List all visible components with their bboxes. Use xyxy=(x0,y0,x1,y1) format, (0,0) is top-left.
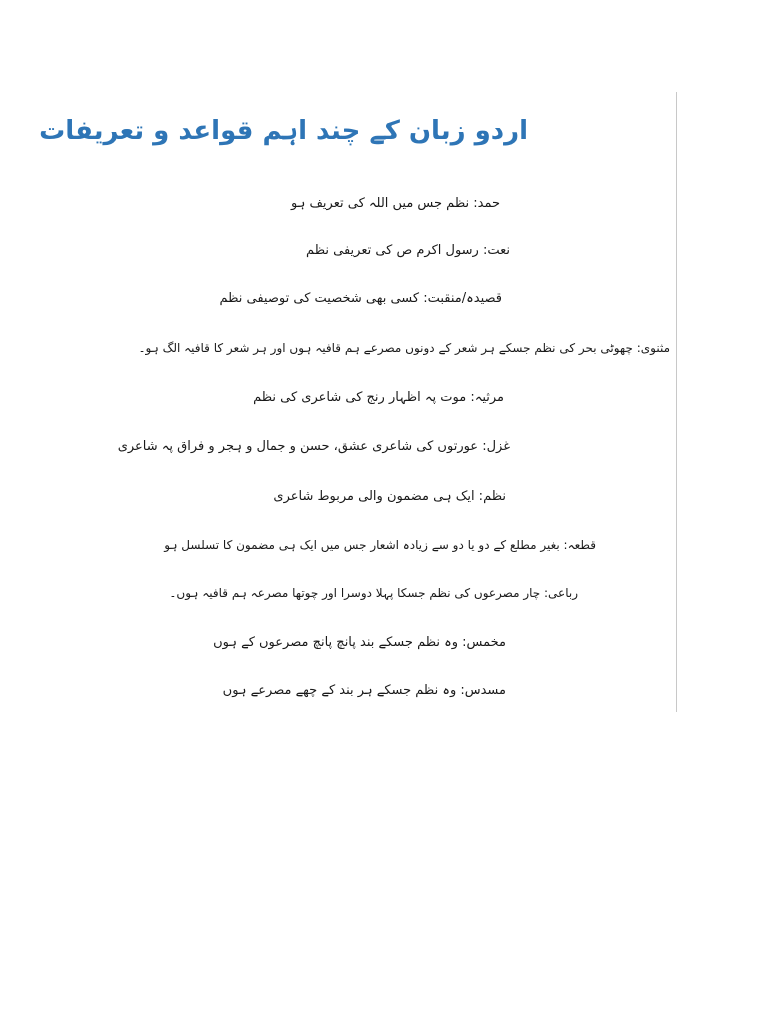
definition-masnavi: مثنوی: چھوٹی بحر کی نظم جسکے ہر شعر کے دونوں مصرعے ہم قافیہ ہوں اور ہر شعر کا قافیہ الگ ہو۔ xyxy=(138,341,670,355)
definition-nazm: نظم: ایک ہی مضمون والی مربوط شاعری xyxy=(273,489,506,504)
definition-mukhammas: مخمس: وہ نظم جسکے بند پانچ پانچ مصرعوں کے ہوں xyxy=(213,635,506,650)
page-border-line xyxy=(676,92,677,712)
definition-ghazal: غزل: عورتوں کی شاعری عشق، حسن و جمال و ہجر و فراق پہ شاعری xyxy=(117,439,510,454)
definition-musaddas: مسدس: وہ نظم جسکے ہر بند کے چھے مصرعے ہوں xyxy=(222,683,506,698)
definition-hamd: حمد: نظم جس میں اللہ کی تعریف ہو xyxy=(291,196,500,211)
definition-qaseeda: قصیدہ/منقبت: کسی بھی شخصیت کی توصیفی نظم xyxy=(219,291,502,306)
definition-marsiya: مرثیہ: موت پہ اظہار رنج کی شاعری کی نظم xyxy=(253,390,504,405)
document-title: اردو زبان کے چند اہم قواعد و تعریفات xyxy=(39,116,528,146)
definition-naat: نعت: رسول اکرم ص کی تعریفی نظم xyxy=(306,243,510,258)
definition-qata: قطعہ: بغیر مطلع کے دو یا دو سے زیادہ اشعار جس میں ایک ہی مضمون کا تسلسل ہو xyxy=(164,538,596,552)
definition-rubai: رباعی: چار مصرعوں کی نظم جسکا پہلا دوسرا اور چوتھا مصرعہ ہم قافیہ ہوں۔ xyxy=(169,586,578,600)
